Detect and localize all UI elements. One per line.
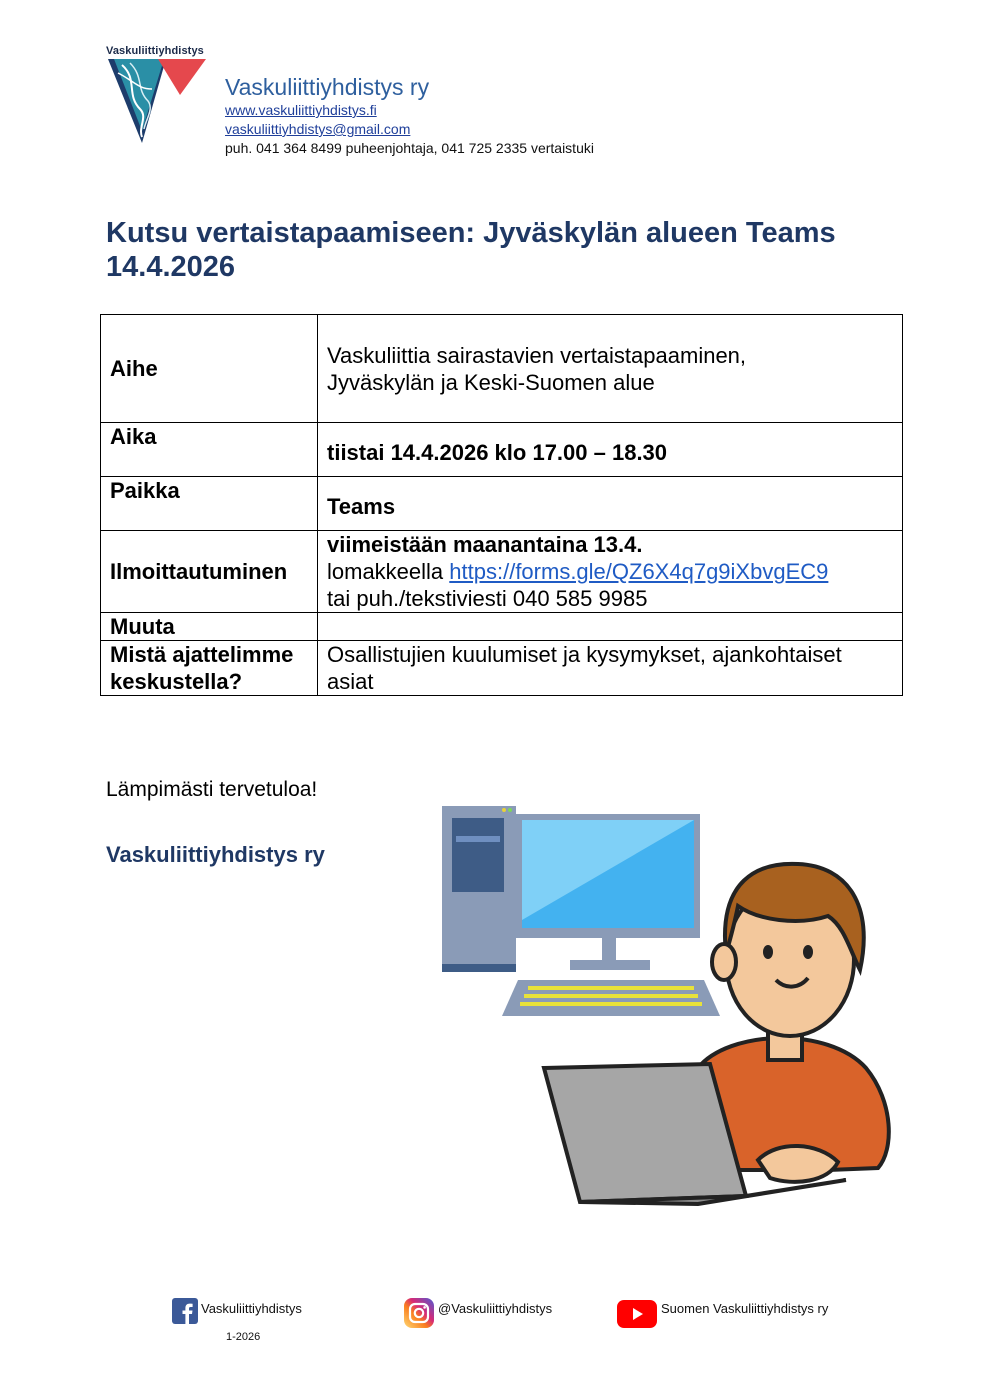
ilmo-deadline: viimeistään maanantaina 13.4. (327, 532, 643, 557)
row-aihe (101, 315, 903, 423)
email-link[interactable]: vaskuliittiyhdistys@gmail.com (225, 121, 411, 137)
row-ilmoittautuminen (101, 531, 903, 613)
aihe-label: Aihe (101, 315, 318, 423)
version-label: 1-2026 (226, 1331, 261, 1343)
instagram-icon[interactable] (404, 1298, 434, 1328)
website-link[interactable]: www.vaskuliittiyhdistys.fi (225, 102, 377, 118)
facebook-icon[interactable] (172, 1298, 198, 1324)
computer-user-illustration (398, 730, 920, 1252)
facebook-link[interactable]: Vaskuliittiyhdistys (201, 1301, 302, 1316)
logo-text: Vaskuliittiyhdistys (106, 45, 204, 57)
row-mista (101, 641, 903, 696)
muuta-label: Muuta (101, 613, 318, 641)
youtube-icon[interactable] (617, 1300, 657, 1328)
registration-form-link[interactable]: https://forms.gle/QZ6X4q7g9iXbvgEC9 (449, 559, 829, 584)
page-title: Kutsu vertaistapaamiseen: Jyväskylän alueen Teams 14.4.2026 (106, 217, 836, 283)
ilmo-value (318, 531, 903, 613)
welcome-text: Lämpimästi tervetuloa! (106, 778, 318, 801)
row-aika (101, 423, 903, 477)
row-muuta (101, 613, 903, 641)
phone-info: puh. 041 364 8499 puheenjohtaja, 041 725 2335 vertaistuki (225, 140, 594, 156)
laptop (544, 1064, 746, 1202)
aika-value: tiistai 14.4.2026 klo 17.00 – 18.30 (318, 423, 903, 477)
paikka-value: Teams (318, 477, 903, 531)
instagram-link[interactable]: @Vaskuliittiyhdistys (438, 1301, 553, 1316)
muuta-value (318, 613, 903, 641)
logo-v-icon (108, 59, 208, 145)
org-name: Vaskuliittiyhdistys ry (225, 74, 430, 100)
mista-label: Mistä ajattelimme keskustella? (101, 641, 318, 696)
info-table (100, 314, 903, 696)
signature: Vaskuliittiyhdistys ry (106, 842, 325, 867)
paikka-label: Paikka (101, 477, 318, 531)
ilmo-form-prefix: lomakkeella (327, 559, 450, 584)
youtube-link[interactable]: Suomen Vaskuliittiyhdistys ry (661, 1301, 829, 1316)
ilmo-phone: tai puh./tekstiviesti 040 585 9985 (327, 586, 648, 611)
row-paikka (101, 477, 903, 531)
ilmo-form-line (327, 558, 893, 585)
ilmo-label: Ilmoittautuminen (101, 531, 318, 613)
aika-label: Aika (101, 423, 318, 477)
aihe-line2: Jyväskylän ja Keski-Suomen alue (327, 369, 655, 395)
aihe-line1: Vaskuliittia sairastavien vertaistapaaminen, (327, 342, 747, 368)
mista-value: Osallistujien kuulumiset ja kysymykset, ajankohtaiset asiat (318, 641, 903, 696)
aihe-value (318, 315, 903, 423)
